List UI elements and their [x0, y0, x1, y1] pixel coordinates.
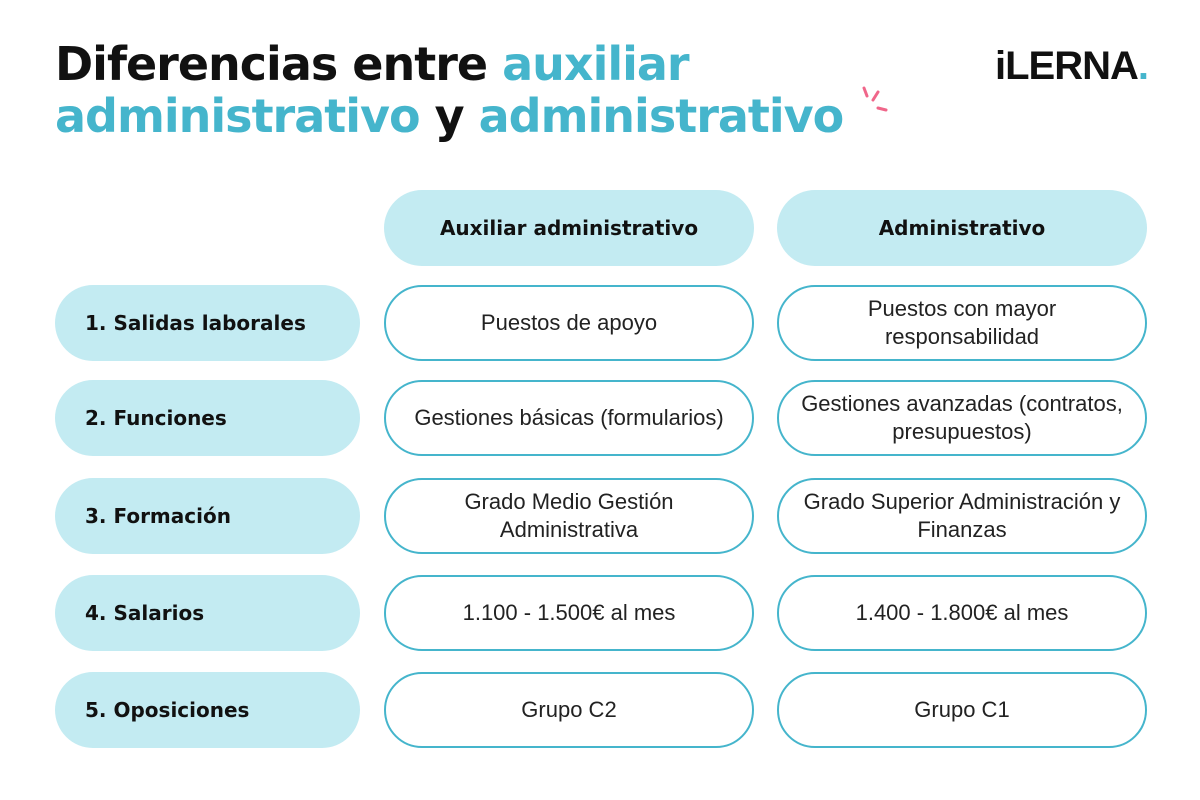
- cell-formacion-auxiliar: Grado Medio Gestión Administrativa: [384, 478, 754, 554]
- title-highlight-3: administrativo: [478, 89, 844, 143]
- cell-salidas-auxiliar: Puestos de apoyo: [384, 285, 754, 361]
- title-highlight-1: auxiliar: [502, 37, 689, 91]
- logo-text: iLERNA: [994, 44, 1138, 88]
- page-title: [55, 38, 843, 142]
- column-header-auxiliar: Auxiliar administrativo: [384, 190, 754, 266]
- cell-funciones-auxiliar: Gestiones básicas (formularios): [384, 380, 754, 456]
- row-label-salarios: 4. Salarios: [55, 575, 360, 651]
- cell-salarios-auxiliar: 1.100 - 1.500€ al mes: [384, 575, 754, 651]
- column-header-administrativo: Administrativo: [777, 190, 1147, 266]
- cell-salarios-administrativo: 1.400 - 1.800€ al mes: [777, 575, 1147, 651]
- logo-dot: .: [1137, 44, 1148, 88]
- row-label-funciones: 2. Funciones: [55, 380, 360, 456]
- cell-formacion-administrativo: Grado Superior Administración y Finanzas: [777, 478, 1147, 554]
- title-highlight-2: administrativo: [55, 89, 420, 143]
- row-label-salidas: 1. Salidas laborales: [55, 285, 360, 361]
- ilerna-logo: [995, 44, 1148, 89]
- row-label-oposiciones: 5. Oposiciones: [55, 672, 360, 748]
- cell-funciones-administrativo: Gestiones avanzadas (contratos, presupuestos): [777, 380, 1147, 456]
- title-part-1: Diferencias entre: [55, 37, 503, 91]
- cell-oposiciones-administrativo: Grupo C1: [777, 672, 1147, 748]
- sparkle-icon: [858, 86, 890, 116]
- row-label-formacion: 3. Formación: [55, 478, 360, 554]
- title-part-2: y: [419, 89, 479, 143]
- cell-oposiciones-auxiliar: Grupo C2: [384, 672, 754, 748]
- cell-salidas-administrativo: Puestos con mayor responsabilidad: [777, 285, 1147, 361]
